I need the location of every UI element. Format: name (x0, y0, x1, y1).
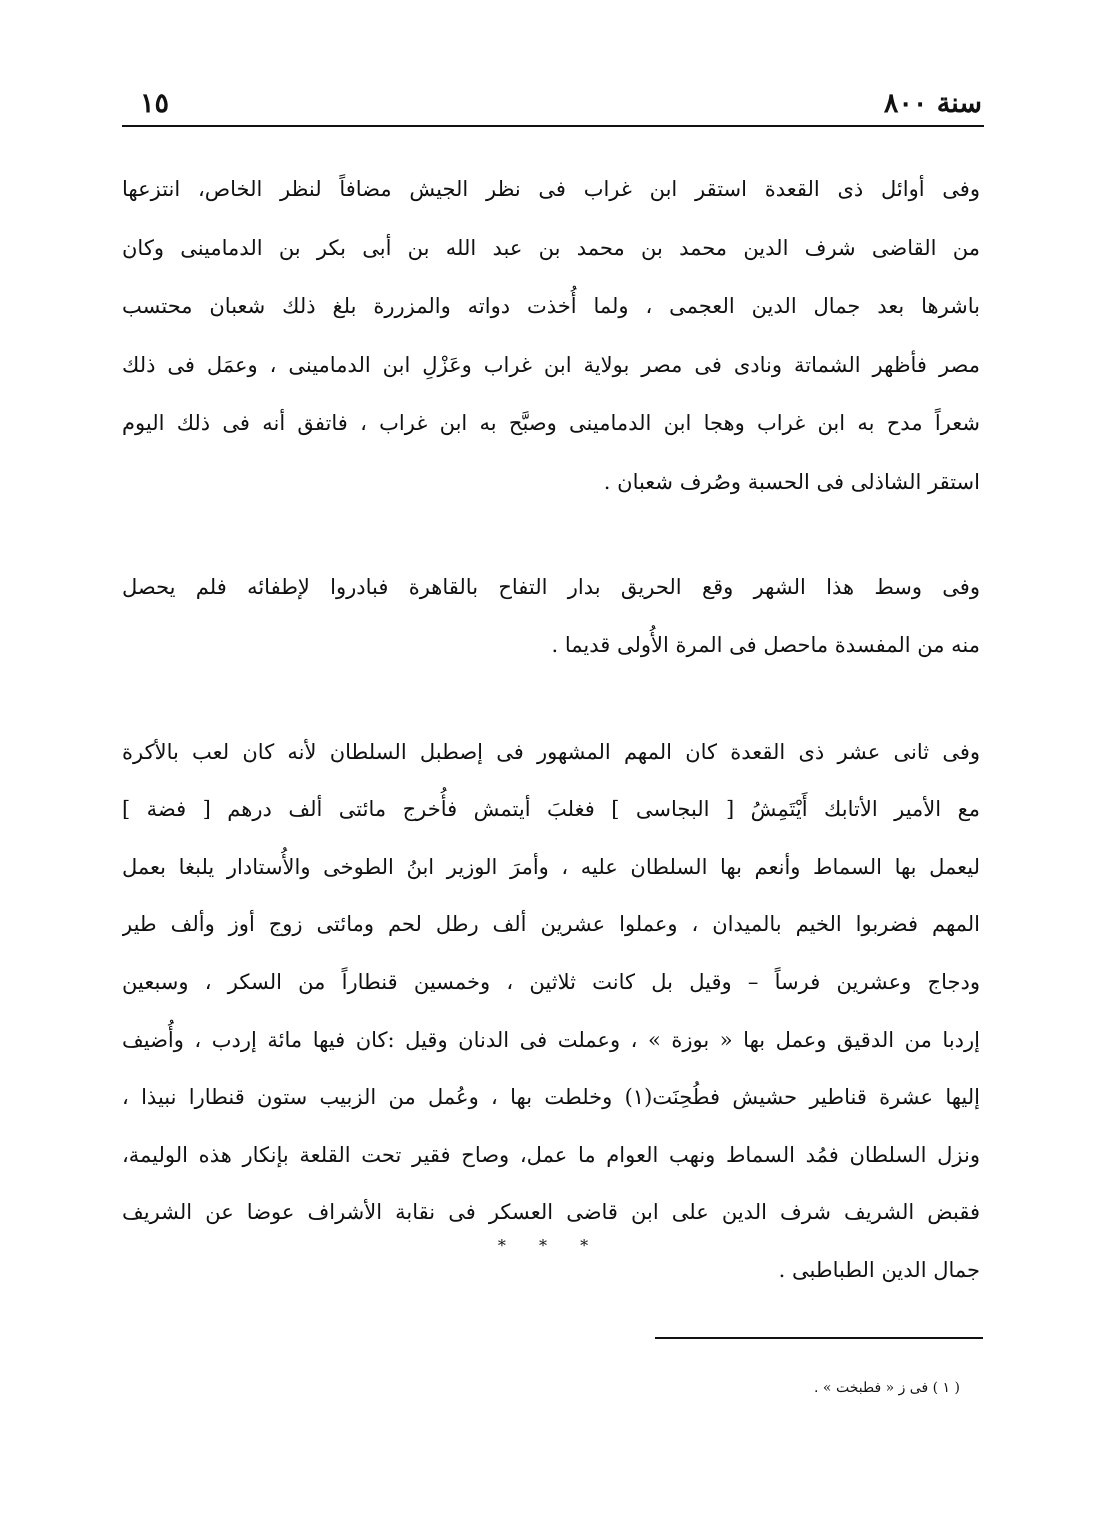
footnote: ( ١ ) فى ز « فطبخت » . (814, 1380, 960, 1396)
text-line: مع الأمير الأتابك أَيْتَمِشُ [ البجاسى ] فغلبَ أيتمش فأُخرج مائتى ألف درهم [ فضة ] (122, 797, 980, 822)
text-line: ونزل السلطان فمُد السماط ونهب العوام ما عمل، وصاح فقير تحت القلعة بإنكار هذه الوليمة، (122, 1142, 980, 1167)
text-line: من القاضى شرف الدين محمد بن محمد بن عبد الله بن أبى بكر بن الدمامينى وكان (122, 235, 980, 260)
text-line: جمال الدين الطباطبى . (778, 1257, 980, 1282)
footnote-rule (655, 1337, 983, 1339)
paragraph-2 (122, 558, 980, 674)
text-line: فقبض الشريف شرف الدين على ابن قاضى العسكر فى نقابة الأشراف عوضا عن الشريف (122, 1200, 980, 1225)
text-line: شعراً مدح به ابن غراب وهجا ابن الدمامينى وصبَّح به ابن غراب ، فاتفق أنه فى ذلك اليوم (122, 411, 980, 436)
body-text (122, 160, 980, 1300)
text-line: المهم فضربوا الخيم بالميدان ، وعملوا عشرين ألف رطل لحم ومائتى زوج أوز وألف طير (122, 912, 980, 937)
text-line: وفى وسط هذا الشهر وقع الحريق بدار التفاح بالقاهرة فبادروا لإطفائه فلم يحصل (122, 574, 980, 599)
text-line: منه من المفسدة ماحصل فى المرة الأُولى قديما . (551, 632, 980, 657)
text-line: وفى ثانى عشر ذى القعدة كان المهم المشهور فى إصطبل السلطان لأنه كان لعب بالأكرة (122, 739, 980, 764)
paragraph-3 (122, 724, 980, 1300)
page-year-heading: سنة ٨٠٠ (883, 88, 982, 119)
text-line: وفى أوائل ذى القعدة استقر ابن غراب فى نظر الجيش مضافاً لنظر الخاص، انتزعها (122, 177, 980, 201)
paragraph-gap (122, 512, 980, 558)
header-rule (122, 125, 984, 127)
text-line: ليعمل بها السماط وأنعم بها السلطان عليه ، وأمرَ الوزير ابنُ الطوخى والأُستادار يلبغا بعمل (122, 854, 980, 879)
text-line: إليها عشرة قناطير حشيش فطُحِنَت(١) وخلطت بها ، وعُمل من الزبيب ستون قنطارا نبيذا ، (122, 1085, 980, 1110)
text-line: استقر الشاذلى فى الحسبة وصُرف شعبان . (603, 469, 980, 494)
text-line: ودجاج وعشرين فرساً – وقيل بل كانت ثلاثين ، وخمسين قنطاراً من السكر ، وسبعين (122, 969, 980, 994)
text-line: مصر فأظهر الشماتة ونادى فى مصر بولاية ابن غراب وعَزْلِ ابن الدمامينى ، وعمَل فى ذلك (122, 352, 980, 377)
paragraph-1 (122, 160, 980, 512)
page-number: ١٥ (140, 88, 170, 119)
page-header (122, 78, 982, 126)
section-separator: * * * (497, 1236, 603, 1255)
text-line: باشرها بعد جمال الدين العجمى ، ولما أُخذت دواته والمزررة بلغ ذلك شعبان محتسب (122, 294, 980, 319)
text-line: إردبا من الدقيق وعمل بها « بوزة » ، وعملت فى الدنان وقيل :كان فيها مائة إردب ، وأُضيف (122, 1027, 980, 1052)
paragraph-gap (122, 674, 980, 724)
